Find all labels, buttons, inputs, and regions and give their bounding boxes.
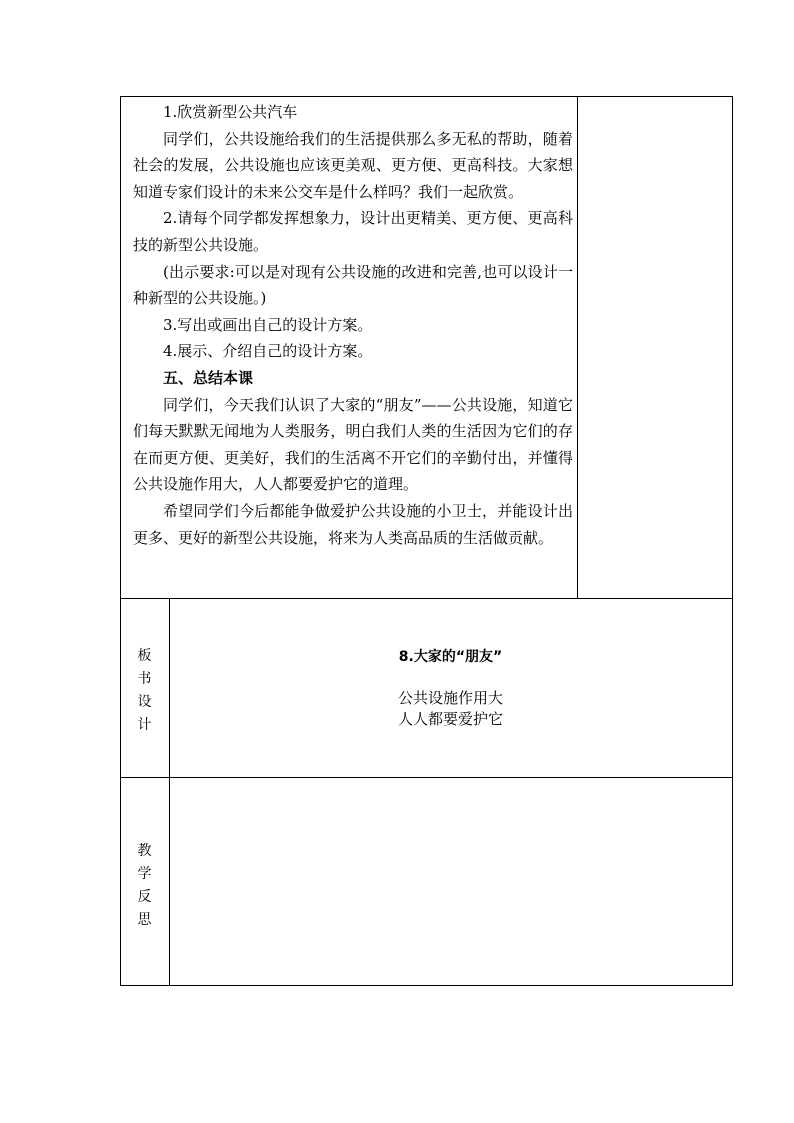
step-3-text: 3.写出或画出自己的设计方案。 (163, 315, 373, 334)
board-design-line-1: 公共设施作用大 (397, 689, 503, 707)
board-design-title: 8.大家的“朋友” (398, 649, 503, 665)
step-4-text: 4.展示、介绍自己的设计方案。 (163, 342, 373, 361)
table-border-top (120, 96, 733, 97)
board-design-label-char: 计 (137, 717, 152, 733)
board-design-line-2: 人人都要爱护它 (397, 710, 503, 728)
step-2-text: 2.请每个同学都发挥想象力，设计出更精美、更方便、更高科技的新型公共设施。 (133, 209, 573, 254)
reflection-label-char: 教 (137, 843, 152, 859)
reflection-label (120, 840, 169, 932)
column-divider-notes (577, 96, 578, 599)
table-border-right (732, 96, 733, 986)
reflection-label-char: 思 (137, 912, 152, 928)
board-design-label-char: 书 (137, 671, 152, 687)
closing-text: 希望同学们今后都能争做爱护公共设施的小卫士，并能设计出更多、更好的新型公共设施，将来为人类高品质的生活做贡献。 (133, 501, 573, 547)
reflection-content-cell (170, 778, 731, 984)
row-divider-1 (120, 598, 733, 599)
board-design-label-char: 设 (137, 694, 152, 710)
step-1-text: 同学们，公共设施给我们的生活提供那么多无私的帮助，随着社会的发展，公共设施也应该更美观、更方便、更高科技。大家想知道专家们设计的未来公交车是什么样吗？我们一起欣赏。 (133, 129, 573, 201)
lesson-content-cell (133, 99, 573, 551)
summary-text: 同学们，今天我们认识了大家的“朋友”——公共设施，知道它们每天默默无闻地为人类服务，明白我们人类的生活因为它们的存在而更方便、更美好，我们的生活离不开它们的辛勤付出，并懂得公共设施作用大，人人都要爱护它的道理。 (133, 395, 573, 494)
table-border-bottom (120, 985, 733, 986)
step-1-title: 1.欣赏新型公共汽车 (163, 103, 298, 121)
requirement-text: (出示要求:可以是对现有公共设施的改进和完善,也可以设计一种新型的公共设施。) (133, 262, 573, 308)
reflection-label-char: 学 (137, 866, 152, 882)
reflection-label-char: 反 (137, 889, 152, 905)
section-5-heading: 五、总结本课 (163, 368, 254, 387)
board-design-label-char: 板 (137, 648, 152, 664)
board-design-label (120, 645, 169, 737)
